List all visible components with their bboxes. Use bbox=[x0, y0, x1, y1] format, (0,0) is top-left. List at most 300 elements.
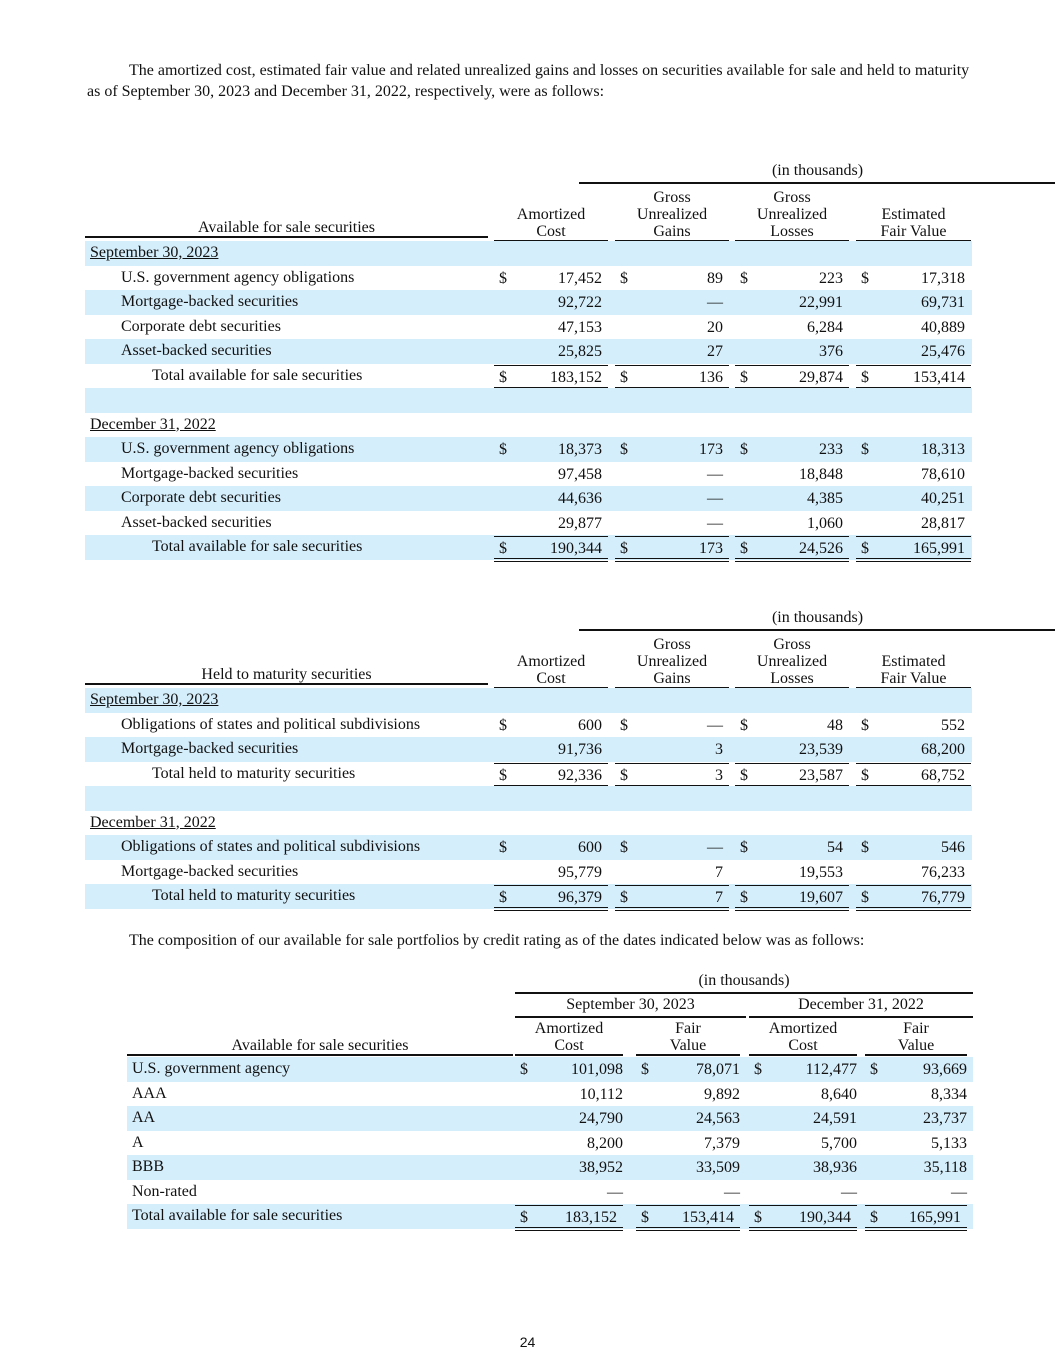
total-label: Total available for sale securities bbox=[152, 366, 363, 384]
value-cell bbox=[494, 290, 608, 314]
composition-paragraph: The composition of our available for sale portfolios by credit rating as of the dates indicated below was as follows: bbox=[129, 932, 865, 949]
total-cell bbox=[615, 763, 729, 789]
intro-paragraph: The amortized cost, estimated fair value and related unrealized gains and losses on securities available for sale and held to maturity as of September 30, 2023 and December 31, 2022, respectively, were as follows: bbox=[87, 62, 970, 100]
row-label: BBB bbox=[132, 1158, 165, 1175]
dollar-sign: $ bbox=[861, 839, 869, 856]
value: 92,336 bbox=[558, 766, 602, 784]
period-date: September 30, 2023 bbox=[90, 244, 219, 261]
total-cell bbox=[856, 763, 971, 789]
column-header: Fair Value bbox=[865, 1020, 967, 1056]
table-row bbox=[85, 835, 972, 860]
value: 10,112 bbox=[579, 1085, 623, 1103]
dollar-sign: $ bbox=[740, 540, 748, 557]
value: 24,591 bbox=[813, 1110, 857, 1127]
total-cell bbox=[749, 1205, 857, 1231]
value-cell bbox=[856, 835, 971, 859]
value: 22,991 bbox=[799, 294, 843, 311]
dollar-sign: $ bbox=[861, 889, 869, 906]
value-cell bbox=[735, 511, 849, 535]
row-label: AAA bbox=[132, 1084, 167, 1102]
value: 600 bbox=[578, 716, 602, 734]
value: 190,344 bbox=[550, 540, 602, 557]
total-row bbox=[85, 364, 972, 389]
total-row bbox=[85, 884, 972, 909]
table-row bbox=[127, 1180, 973, 1205]
value-cell bbox=[735, 835, 849, 859]
value-cell bbox=[735, 290, 849, 314]
value: 376 bbox=[819, 343, 843, 360]
dollar-sign: $ bbox=[620, 368, 628, 386]
dollar-sign: $ bbox=[520, 1209, 528, 1226]
dollar-sign: $ bbox=[861, 766, 869, 784]
row-label: A bbox=[132, 1133, 144, 1151]
section-label: Available for sale securities bbox=[85, 219, 488, 238]
value: 7 bbox=[715, 889, 723, 906]
column-header-gross_gains: Gross Unrealized Gains bbox=[615, 636, 729, 689]
row-label: Asset-backed securities bbox=[121, 513, 272, 531]
table-row bbox=[85, 737, 972, 762]
value-cell bbox=[615, 437, 729, 461]
value-cell bbox=[856, 290, 971, 314]
value: 68,200 bbox=[921, 741, 965, 758]
total-label: Total held to maturity securities bbox=[152, 764, 356, 782]
value: 17,318 bbox=[921, 269, 965, 287]
dollar-sign: $ bbox=[499, 766, 507, 784]
row-label: U.S. government agency obligations bbox=[121, 268, 355, 286]
row-label: Obligations of states and political subdivisions bbox=[121, 715, 421, 733]
column-header-fair_value: Estimated Fair Value bbox=[856, 206, 971, 242]
value-cell bbox=[735, 486, 849, 510]
value-cell bbox=[515, 1155, 629, 1179]
period-date: December 31, 2022 bbox=[90, 415, 216, 433]
value: 8,640 bbox=[821, 1085, 857, 1103]
total-cell bbox=[494, 536, 608, 562]
value-cell bbox=[735, 339, 849, 363]
table-row bbox=[127, 1131, 973, 1156]
value-cell bbox=[856, 737, 971, 761]
value: — bbox=[607, 1183, 623, 1201]
spacer-row bbox=[85, 388, 972, 413]
value-cell bbox=[865, 1082, 973, 1106]
column-header-gross_losses: Gross Unrealized Losses bbox=[735, 189, 849, 242]
value-cell bbox=[749, 1131, 863, 1155]
table-row bbox=[85, 511, 972, 536]
value-cell bbox=[515, 1131, 629, 1155]
total-cell bbox=[636, 1205, 740, 1231]
value: 5,700 bbox=[821, 1134, 857, 1152]
value: 190,344 bbox=[799, 1209, 851, 1226]
value-cell bbox=[865, 1180, 973, 1204]
dollar-sign: $ bbox=[740, 839, 748, 856]
value: 101,098 bbox=[571, 1061, 623, 1078]
value: 18,313 bbox=[921, 441, 965, 458]
total-label: Total available for sale securities bbox=[152, 538, 363, 555]
value-cell bbox=[865, 1131, 973, 1155]
value-cell bbox=[856, 462, 971, 486]
dollar-sign: $ bbox=[740, 368, 748, 386]
value: 24,526 bbox=[799, 540, 843, 557]
value: 165,991 bbox=[913, 540, 965, 557]
period-row bbox=[85, 688, 972, 713]
value: 40,889 bbox=[921, 318, 965, 336]
value-cell bbox=[615, 339, 729, 363]
period-row bbox=[85, 811, 972, 836]
value: 25,825 bbox=[558, 343, 602, 360]
value: 1,060 bbox=[807, 514, 843, 532]
value-cell bbox=[636, 1180, 746, 1204]
spacer-row bbox=[85, 786, 972, 811]
value-cell bbox=[856, 486, 971, 510]
value: 25,476 bbox=[921, 343, 965, 360]
dollar-sign: $ bbox=[870, 1209, 878, 1226]
value: 24,790 bbox=[579, 1110, 623, 1127]
value: — bbox=[707, 514, 723, 532]
total-row bbox=[85, 762, 972, 787]
value: 552 bbox=[941, 716, 965, 734]
row-label: Obligations of states and political subdivisions bbox=[121, 838, 421, 855]
value-cell bbox=[735, 315, 849, 339]
value: 93,669 bbox=[923, 1061, 967, 1078]
value-cell bbox=[615, 486, 729, 510]
value: 24,563 bbox=[696, 1110, 740, 1127]
total-row bbox=[127, 1204, 973, 1229]
value: 23,587 bbox=[799, 766, 843, 784]
value: 136 bbox=[699, 368, 723, 386]
units-header: (in thousands) bbox=[579, 607, 1055, 631]
dollar-sign: $ bbox=[499, 839, 507, 856]
value: — bbox=[707, 294, 723, 311]
value: 44,636 bbox=[558, 490, 602, 507]
value: — bbox=[951, 1183, 967, 1201]
table-row bbox=[85, 266, 972, 291]
row-label: Asset-backed securities bbox=[121, 342, 272, 359]
row-label: Corporate debt securities bbox=[121, 489, 281, 506]
table-row bbox=[85, 713, 972, 738]
column-header: Amortized Cost bbox=[515, 1020, 623, 1056]
dollar-sign: $ bbox=[870, 1061, 878, 1078]
column-header-gross_gains: Gross Unrealized Gains bbox=[615, 189, 729, 242]
value-cell bbox=[735, 266, 849, 290]
dollar-sign: $ bbox=[620, 716, 628, 734]
units-header: (in thousands) bbox=[515, 970, 973, 994]
value-cell bbox=[494, 511, 608, 535]
value: 5,133 bbox=[931, 1134, 967, 1152]
column-header-amortized_cost: Amortized Cost bbox=[494, 653, 608, 689]
table-row bbox=[85, 315, 972, 340]
value-cell bbox=[515, 1057, 629, 1081]
value: 33,509 bbox=[696, 1159, 740, 1176]
column-header-gross_losses: Gross Unrealized Losses bbox=[735, 636, 849, 689]
dollar-sign: $ bbox=[740, 889, 748, 906]
total-label: Total available for sale securities bbox=[132, 1207, 343, 1224]
value-cell bbox=[494, 486, 608, 510]
value-cell bbox=[615, 860, 729, 884]
value-cell bbox=[749, 1180, 863, 1204]
dollar-sign: $ bbox=[620, 839, 628, 856]
total-row bbox=[85, 535, 972, 560]
row-label: Mortgage-backed securities bbox=[121, 293, 299, 310]
dollar-sign: $ bbox=[861, 269, 869, 287]
value: 183,152 bbox=[550, 368, 602, 386]
total-cell bbox=[615, 365, 729, 391]
value-cell bbox=[494, 713, 608, 737]
value: 96,379 bbox=[558, 889, 602, 906]
dollar-sign: $ bbox=[861, 368, 869, 386]
value: 23,737 bbox=[923, 1110, 967, 1127]
value: — bbox=[707, 490, 723, 507]
value: 19,553 bbox=[799, 863, 843, 881]
period-date: December 31, 2022 bbox=[90, 813, 216, 831]
value: 29,874 bbox=[799, 368, 843, 386]
value: 76,779 bbox=[921, 889, 965, 906]
value: 76,233 bbox=[921, 863, 965, 881]
dollar-sign: $ bbox=[620, 441, 628, 458]
value-cell bbox=[494, 315, 608, 339]
period-row bbox=[85, 413, 972, 438]
dollar-sign: $ bbox=[499, 269, 507, 287]
value-cell bbox=[615, 511, 729, 535]
period-row bbox=[85, 241, 972, 266]
value: 546 bbox=[941, 839, 965, 856]
value: 35,118 bbox=[923, 1159, 967, 1176]
dollar-sign: $ bbox=[499, 716, 507, 734]
value-cell bbox=[615, 290, 729, 314]
value-cell bbox=[515, 1180, 629, 1204]
value: 92,722 bbox=[558, 294, 602, 311]
dollar-sign: $ bbox=[740, 269, 748, 287]
dollar-sign: $ bbox=[861, 716, 869, 734]
dollar-sign: $ bbox=[520, 1061, 528, 1078]
value-cell bbox=[735, 713, 849, 737]
value-cell bbox=[856, 511, 971, 535]
value: 95,779 bbox=[558, 863, 602, 881]
value: 153,414 bbox=[913, 368, 965, 386]
value-cell bbox=[865, 1155, 973, 1179]
total-cell bbox=[494, 763, 608, 789]
dollar-sign: $ bbox=[754, 1209, 762, 1226]
value: 9,892 bbox=[704, 1085, 740, 1103]
row-label: AA bbox=[132, 1109, 156, 1126]
value: 38,936 bbox=[813, 1159, 857, 1176]
dollar-sign: $ bbox=[620, 269, 628, 287]
total-cell bbox=[856, 536, 971, 562]
total-cell bbox=[615, 536, 729, 562]
value-cell bbox=[856, 713, 971, 737]
dollar-sign: $ bbox=[740, 716, 748, 734]
value: 153,414 bbox=[682, 1209, 734, 1226]
dollar-sign: $ bbox=[861, 540, 869, 557]
value-cell bbox=[515, 1082, 629, 1106]
value: 18,848 bbox=[799, 465, 843, 483]
row-label: Non-rated bbox=[132, 1182, 197, 1200]
value: 29,877 bbox=[558, 514, 602, 532]
table-row bbox=[127, 1106, 973, 1131]
value: 183,152 bbox=[565, 1209, 617, 1226]
value-cell bbox=[856, 860, 971, 884]
value: 48 bbox=[827, 716, 843, 734]
row-label: Mortgage-backed securities bbox=[121, 862, 299, 880]
row-label: U.S. government agency obligations bbox=[121, 440, 355, 457]
total-cell bbox=[735, 763, 849, 789]
value-cell bbox=[856, 437, 971, 461]
dollar-sign: $ bbox=[499, 368, 507, 386]
row-label: Mortgage-backed securities bbox=[121, 740, 299, 757]
value-cell bbox=[494, 737, 608, 761]
dollar-sign: $ bbox=[754, 1061, 762, 1078]
value-cell bbox=[735, 437, 849, 461]
value: 40,251 bbox=[921, 490, 965, 507]
value-cell bbox=[494, 339, 608, 363]
dollar-sign: $ bbox=[641, 1061, 649, 1078]
value-cell bbox=[494, 835, 608, 859]
value-cell bbox=[735, 860, 849, 884]
dollar-sign: $ bbox=[620, 540, 628, 557]
total-cell bbox=[856, 885, 971, 911]
value-cell bbox=[856, 339, 971, 363]
value: 165,991 bbox=[909, 1209, 961, 1226]
dollar-sign: $ bbox=[499, 889, 507, 906]
table-row bbox=[85, 860, 972, 885]
value: 97,458 bbox=[558, 465, 602, 483]
value-cell bbox=[856, 315, 971, 339]
dollar-sign: $ bbox=[620, 889, 628, 906]
table-row bbox=[85, 290, 972, 315]
value: 28,817 bbox=[921, 514, 965, 532]
value-cell bbox=[615, 266, 729, 290]
period-date: September 30, 2023 bbox=[90, 691, 219, 708]
table-row bbox=[127, 1155, 973, 1180]
value: 8,334 bbox=[931, 1085, 967, 1103]
value: 54 bbox=[827, 839, 843, 856]
value-cell bbox=[735, 737, 849, 761]
total-cell bbox=[615, 885, 729, 911]
value: 18,373 bbox=[558, 441, 602, 458]
value: 27 bbox=[707, 343, 723, 360]
dollar-sign: $ bbox=[499, 441, 507, 458]
dollar-sign: $ bbox=[861, 441, 869, 458]
table-row bbox=[85, 486, 972, 511]
value-cell bbox=[636, 1057, 746, 1081]
value-cell bbox=[494, 462, 608, 486]
value: 7,379 bbox=[704, 1134, 740, 1152]
row-label: Mortgage-backed securities bbox=[121, 464, 299, 482]
value-cell bbox=[636, 1082, 746, 1106]
value: 89 bbox=[707, 269, 723, 287]
dollar-sign: $ bbox=[620, 766, 628, 784]
row-label: U.S. government agency bbox=[132, 1060, 291, 1077]
total-cell bbox=[735, 365, 849, 391]
table-row bbox=[85, 437, 972, 462]
value: 17,452 bbox=[558, 269, 602, 287]
value: — bbox=[707, 465, 723, 483]
value: 3 bbox=[715, 741, 723, 758]
value: 4,385 bbox=[807, 490, 843, 507]
value-cell bbox=[615, 462, 729, 486]
table-row bbox=[85, 462, 972, 487]
dollar-sign: $ bbox=[740, 441, 748, 458]
total-cell bbox=[515, 1205, 623, 1231]
value: 20 bbox=[707, 318, 723, 336]
table-row bbox=[127, 1082, 973, 1107]
value: — bbox=[841, 1183, 857, 1201]
value: 91,736 bbox=[558, 741, 602, 758]
value: 8,200 bbox=[587, 1134, 623, 1152]
value: — bbox=[724, 1183, 740, 1201]
value-cell bbox=[494, 860, 608, 884]
value-cell bbox=[515, 1106, 629, 1130]
total-cell bbox=[856, 365, 971, 391]
value-cell bbox=[636, 1131, 746, 1155]
value-cell bbox=[494, 437, 608, 461]
column-header: Fair Value bbox=[636, 1020, 740, 1056]
value-cell bbox=[636, 1106, 746, 1130]
table-row bbox=[127, 1057, 973, 1082]
value-cell bbox=[615, 713, 729, 737]
row-label: Corporate debt securities bbox=[121, 317, 281, 335]
value: 173 bbox=[699, 540, 723, 557]
value: 223 bbox=[819, 269, 843, 287]
value: 68,752 bbox=[921, 766, 965, 784]
value: 173 bbox=[699, 441, 723, 458]
value: 78,071 bbox=[696, 1061, 740, 1078]
value-cell bbox=[749, 1057, 863, 1081]
value: 19,607 bbox=[799, 889, 843, 906]
column-header-amortized_cost: Amortized Cost bbox=[494, 206, 608, 242]
dollar-sign: $ bbox=[641, 1209, 649, 1226]
dollar-sign: $ bbox=[499, 540, 507, 557]
value: 38,952 bbox=[579, 1159, 623, 1176]
value-cell bbox=[615, 835, 729, 859]
section-label: Held to maturity securities bbox=[85, 666, 488, 685]
value: 6,284 bbox=[807, 318, 843, 336]
value: 7 bbox=[715, 863, 723, 881]
dollar-sign: $ bbox=[740, 766, 748, 784]
total-cell bbox=[735, 536, 849, 562]
value: 47,153 bbox=[558, 318, 602, 336]
value-cell bbox=[865, 1106, 973, 1130]
value-cell bbox=[615, 315, 729, 339]
total-cell bbox=[494, 365, 608, 391]
value-cell bbox=[494, 266, 608, 290]
value-cell bbox=[615, 737, 729, 761]
value: 3 bbox=[715, 766, 723, 784]
value-cell bbox=[749, 1082, 863, 1106]
section-label: Available for sale securities bbox=[127, 1037, 513, 1056]
value: 600 bbox=[578, 839, 602, 856]
value-cell bbox=[636, 1155, 746, 1179]
period-header: December 31, 2022 bbox=[749, 994, 973, 1018]
value: 112,477 bbox=[805, 1061, 857, 1078]
total-cell bbox=[865, 1205, 967, 1231]
total-cell bbox=[494, 885, 608, 911]
value-cell bbox=[735, 462, 849, 486]
value: 23,539 bbox=[799, 741, 843, 758]
value-cell bbox=[749, 1106, 863, 1130]
value: — bbox=[707, 716, 723, 734]
total-label: Total held to maturity securities bbox=[152, 887, 356, 904]
value-cell bbox=[865, 1057, 973, 1081]
total-cell bbox=[735, 885, 849, 911]
column-header-fair_value: Estimated Fair Value bbox=[856, 653, 971, 689]
units-header: (in thousands) bbox=[579, 160, 1055, 184]
value: 233 bbox=[819, 441, 843, 458]
column-header: Amortized Cost bbox=[749, 1020, 857, 1056]
value: 69,731 bbox=[921, 294, 965, 311]
value-cell bbox=[856, 266, 971, 290]
period-header: September 30, 2023 bbox=[515, 994, 746, 1018]
value: 78,610 bbox=[921, 465, 965, 483]
page-number: 24 bbox=[519, 1334, 536, 1350]
